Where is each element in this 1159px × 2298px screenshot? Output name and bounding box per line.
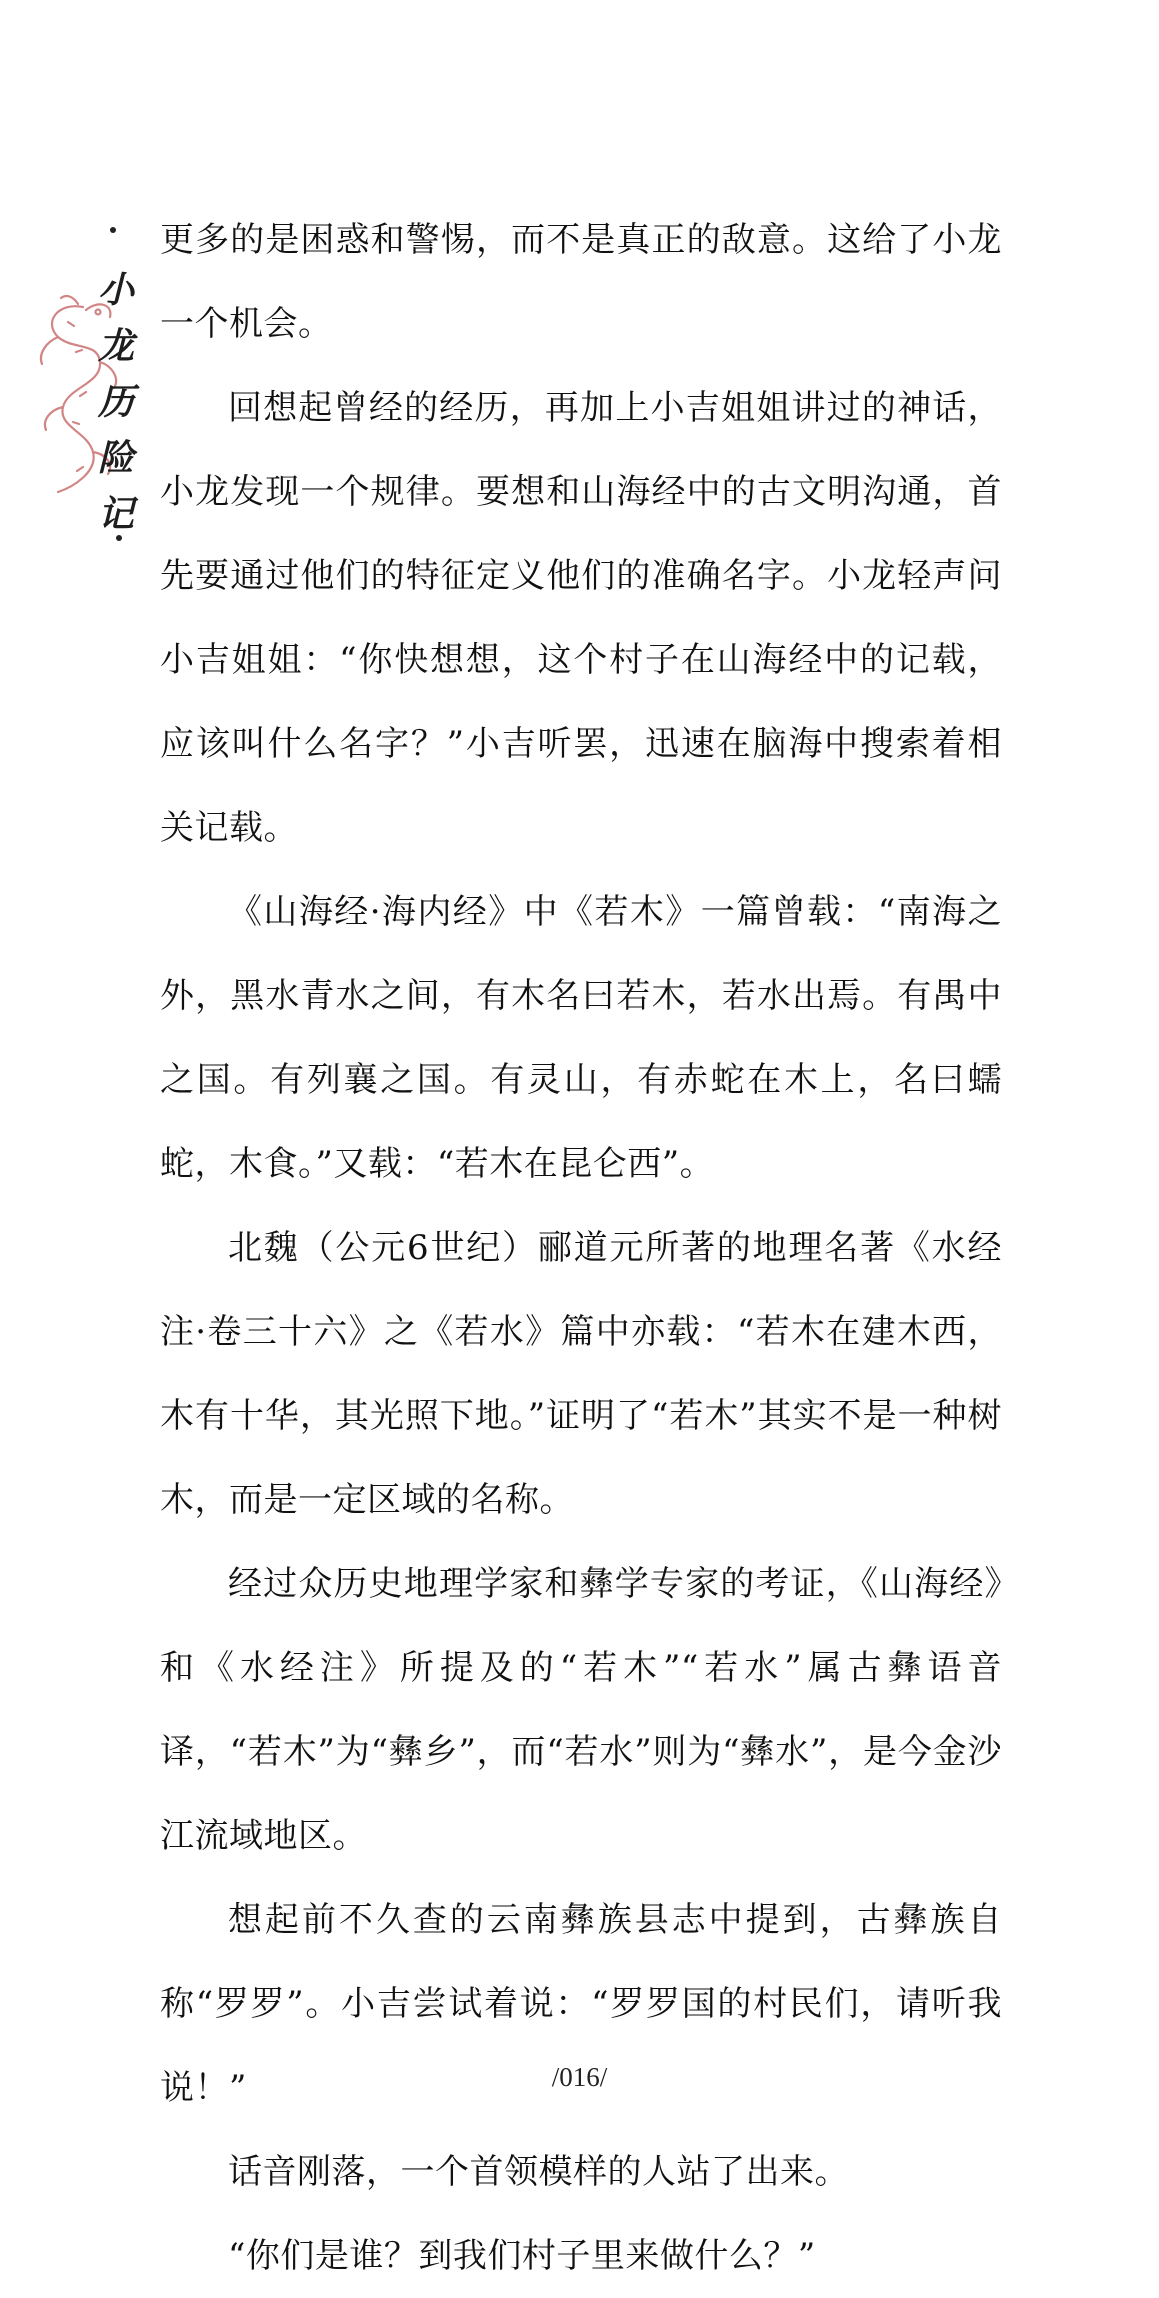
- paragraph: 经过众历史地理学家和彝学专家的考证，《山海经》和《水经注》所提及的“若木”“若水”属古彝语音译，“若木”为“彝乡”，而“若水”则为“彝水”，是今金沙江流域地区。: [160, 1564, 1002, 1856]
- decorative-dot: [110, 227, 116, 233]
- book-title-vertical: [96, 262, 136, 542]
- paragraph: 北魏（公元6世纪）郦道元所著的地理名著《水经注·卷三十六》之《若水》篇中亦载：“若木在建木西，木有十华，其光照下地。”证明了“若木”其实不是一种树木，而是一定区域的名称。: [160, 1228, 1002, 1520]
- paragraph: “你们是谁？到我们村子里来做什么？”: [228, 2236, 816, 2276]
- body-text: [160, 198, 1002, 2298]
- paragraph: 话音刚落，一个首领模样的人站了出来。: [228, 2152, 849, 2192]
- paragraph: 想起前不久查的云南彝族县志中提到，古彝族自称“罗罗”。小吉尝试着说：“罗罗国的村民们，请听我说！”: [160, 1900, 1002, 2108]
- book-title-char: 险: [97, 437, 134, 479]
- page-number: /016/: [551, 2062, 608, 2092]
- paragraph: 回想起曾经的经历，再加上小吉姐姐讲过的神话，小龙发现一个规律。要想和山海经中的古文明沟通，首先要通过他们的特征定义他们的准确名字。小龙轻声问小吉姐姐：“你快想想，这个村子在山海经中的记载，应该叫什么名字？”小吉听罢，迅速在脑海中搜索着相关记载。: [160, 388, 1002, 848]
- paragraph: 《山海经·海内经》中《若木》一篇曾载：“南海之外，黑水青水之间，有木名曰若木，若水出焉。有禺中之国。有列襄之国。有灵山，有赤蛇在木上，名曰蠕蛇，木食。”又载：“若木在昆仑西”。: [160, 892, 1002, 1184]
- book-title-char: 小: [97, 269, 134, 311]
- book-title-char: 龙: [97, 325, 134, 367]
- decorative-dot: [116, 535, 122, 541]
- book-title-char: 记: [97, 493, 134, 535]
- paragraph: 更多的是困惑和警惕，而不是真正的敌意。这给了小龙一个机会。: [160, 220, 1002, 344]
- book-title-char: 历: [97, 381, 134, 423]
